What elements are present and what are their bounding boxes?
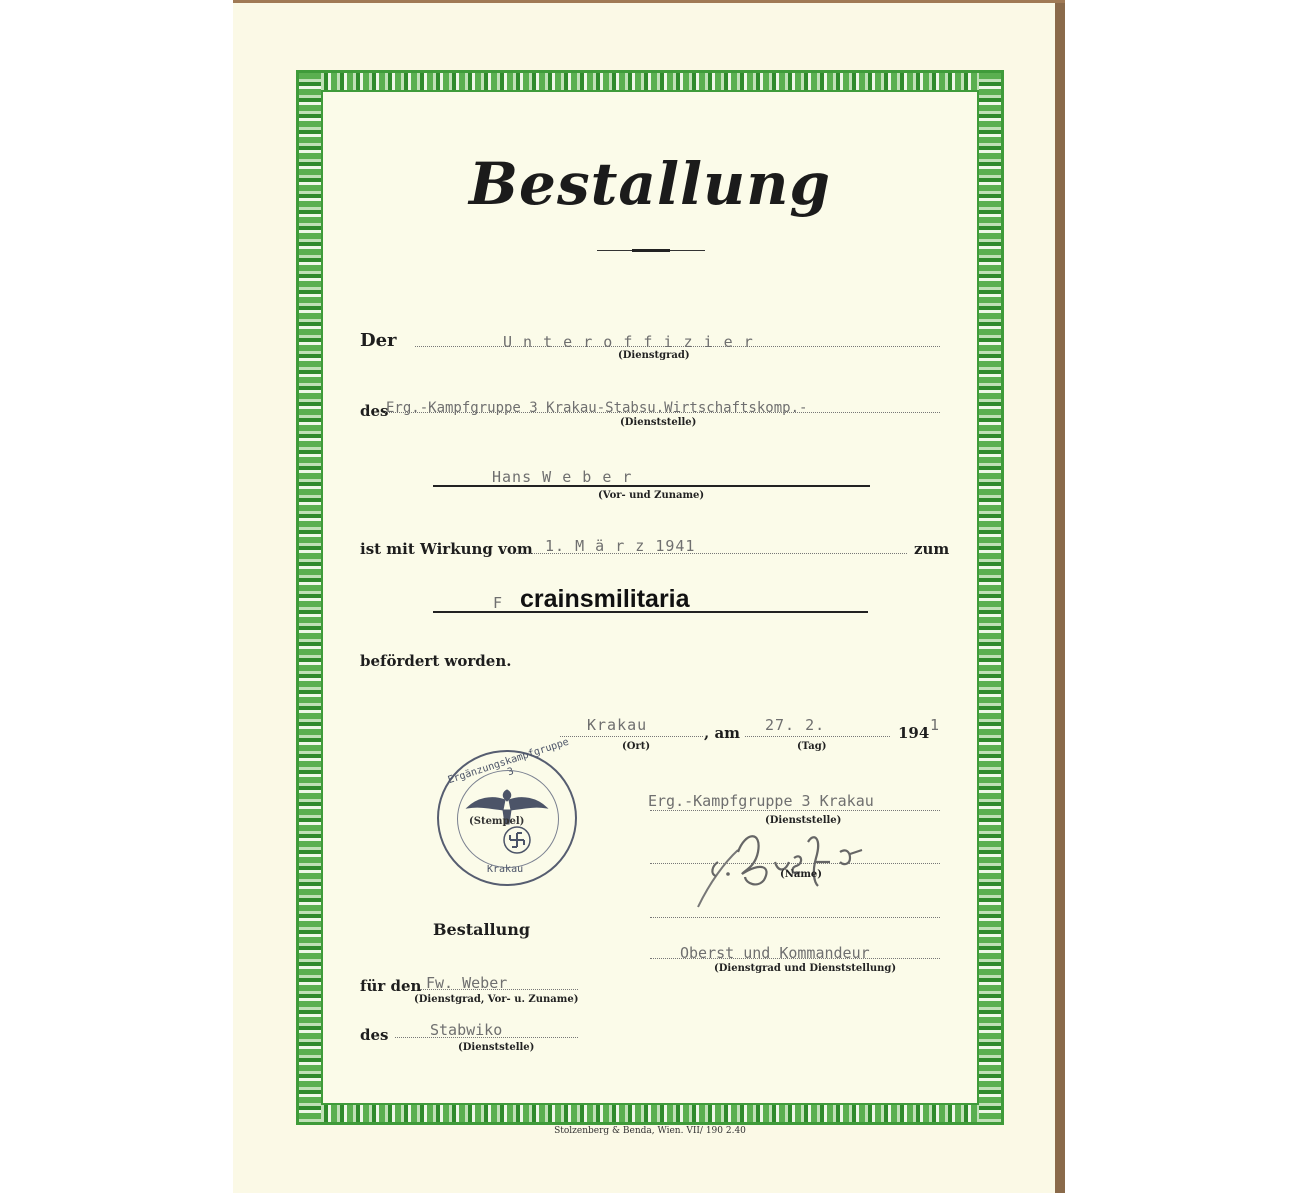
counterfoil-unit-value: Stabwiko xyxy=(430,1021,503,1039)
signature-caption: (Name) xyxy=(780,869,823,880)
stamp-bottom-text: Krakau xyxy=(487,864,524,875)
unit-value: Erg.-Kampfgruppe 3 Krakau-Stabsu.Wirtschaftskomp.- xyxy=(386,400,808,416)
effect-label: ist mit Wirkung vom xyxy=(360,540,533,558)
rank-value: U n t e r o f f i z i e r xyxy=(503,333,754,351)
counterfoil-for-label: für den xyxy=(360,977,422,995)
effect-suffix: zum xyxy=(914,540,950,558)
counterfoil-title: Bestallung xyxy=(433,920,531,939)
counterfoil-for-value: Fw. Weber xyxy=(426,974,508,992)
oak-leaf-border-top xyxy=(299,73,1001,90)
place-caption: (Ort) xyxy=(622,741,651,752)
date-line xyxy=(745,736,890,737)
watermark-text: crainsmilitaria xyxy=(520,585,690,613)
official-stamp xyxy=(437,736,577,886)
place-line xyxy=(560,736,703,737)
counterfoil-for-caption: (Dienstgrad, Vor- u. Zuname) xyxy=(414,994,579,1005)
unit-label: des xyxy=(360,402,389,420)
year-printed: 194 xyxy=(898,724,930,742)
document-title: Bestallung xyxy=(469,150,831,218)
issuer-blank-line xyxy=(650,917,940,918)
unit-caption: (Dienststelle) xyxy=(620,417,697,428)
issuer-unit-line xyxy=(650,810,940,811)
stamp-caption: (Stempel) xyxy=(469,816,525,827)
place-value: Krakau xyxy=(587,716,648,734)
title-rule-accent xyxy=(632,249,670,252)
counterfoil-unit-caption: (Dienststelle) xyxy=(458,1042,535,1053)
rank-caption: (Dienstgrad) xyxy=(618,350,690,361)
issuer-unit-caption: (Dienststelle) xyxy=(765,815,842,826)
printer-imprint: Stolzenberg & Benda, Wien. VII/ 190 2.40 xyxy=(554,1126,746,1136)
effect-date: 1. M ä r z 1941 xyxy=(545,537,696,555)
issuer-rank-caption: (Dienstgrad und Dienststellung) xyxy=(714,963,897,974)
year-typed: 1 xyxy=(930,716,941,734)
promoted-label: befördert worden. xyxy=(360,652,512,670)
stamp-ring-text: Ergänzungskampfgruppe 3 xyxy=(446,736,571,787)
oak-leaf-border-bottom xyxy=(299,1105,1001,1122)
issuer-unit: Erg.-Kampfgruppe 3 Krakau xyxy=(648,792,874,810)
name-caption: (Vor- und Zuname) xyxy=(598,490,705,501)
name-value: Hans W e b e r xyxy=(492,468,633,486)
date-label: , am xyxy=(704,724,741,742)
counterfoil-unit-label: des xyxy=(360,1026,389,1044)
rank-label: Der xyxy=(360,330,397,351)
issuer-rank: Oberst und Kommandeur xyxy=(680,944,870,962)
oak-leaf-border-right xyxy=(979,73,1001,1122)
promoted-prefix: F xyxy=(493,594,504,612)
signature-handwriting xyxy=(690,822,900,912)
date-caption: (Tag) xyxy=(797,741,827,752)
date-value: 27. 2. xyxy=(765,716,826,734)
oak-leaf-border-left xyxy=(299,73,321,1122)
